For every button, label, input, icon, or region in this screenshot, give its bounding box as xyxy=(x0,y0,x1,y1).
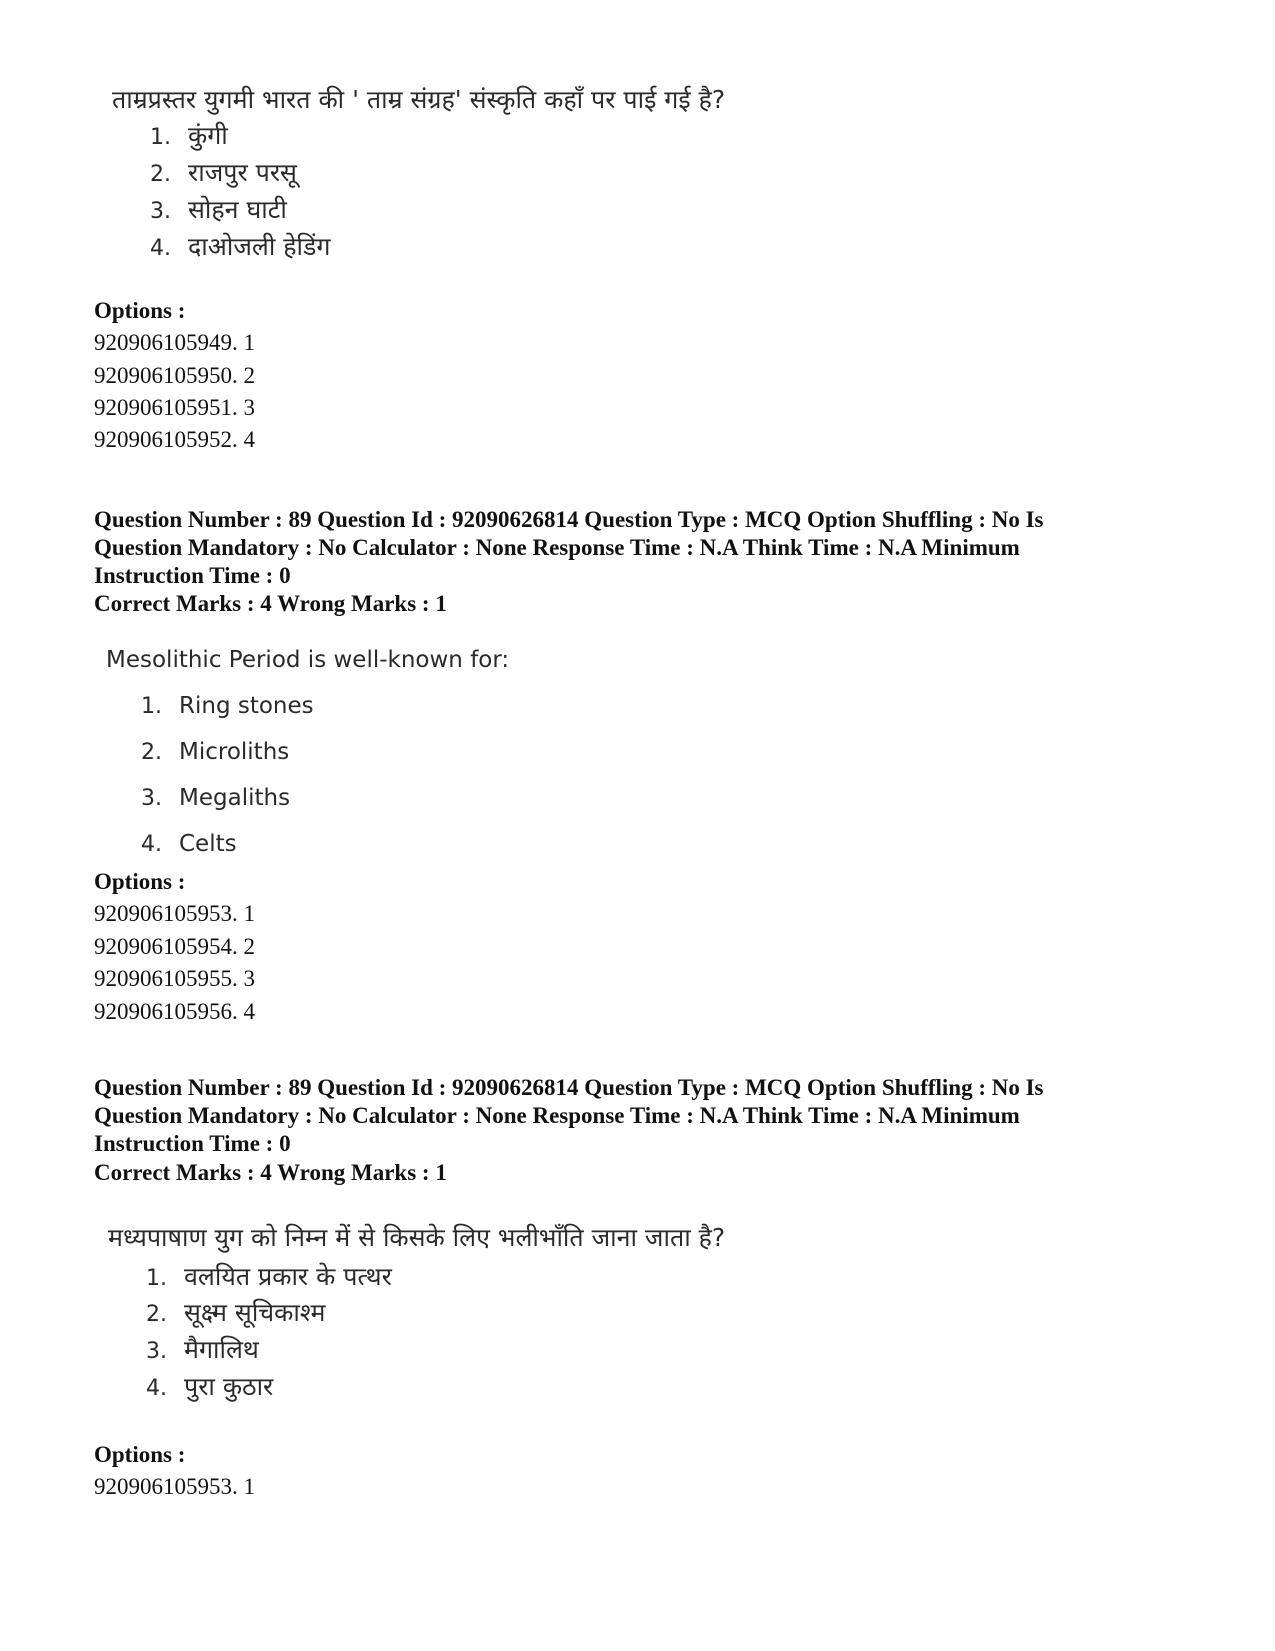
option-id: 920906105955. 3 xyxy=(94,966,255,991)
choice-text: मैगालिथ xyxy=(184,1335,259,1364)
choice-text: कुंगी xyxy=(188,121,228,150)
choice-number: 3. xyxy=(150,199,171,224)
question-2-marks: Correct Marks : 4 Wrong Marks : 1 xyxy=(94,591,447,616)
choice-number: 4. xyxy=(141,832,162,857)
option-id: 920906105953. 1 xyxy=(94,1474,255,1499)
option-id: 920906105951. 3 xyxy=(94,395,255,420)
meta-line: Question Number : 89 Question Id : 92090626814 Question Type : MCQ Option Shuffling : No Is xyxy=(94,1075,1044,1100)
meta-line: Instruction Time : 0 xyxy=(94,563,291,588)
question-3-marks: Correct Marks : 4 Wrong Marks : 1 xyxy=(94,1160,447,1185)
choice-text: सूक्ष्म सूचिकाश्म xyxy=(184,1298,326,1327)
choice-text: दाओजली हेडिंग xyxy=(188,232,331,261)
choice-text: सोहन घाटी xyxy=(188,195,287,224)
question-1-choice-3 xyxy=(150,192,287,226)
question-2-choice-4 xyxy=(141,831,237,857)
option-id: 920906105949. 1 xyxy=(94,330,255,355)
meta-line: Question Number : 89 Question Id : 92090626814 Question Type : MCQ Option Shuffling : No Is xyxy=(94,507,1044,532)
question-2-stem: Mesolithic Period is well-known for: xyxy=(106,647,510,673)
choice-text: राजपुर परसू xyxy=(188,158,297,187)
choice-number: 1. xyxy=(150,125,171,150)
question-3-stem: मध्यपाषाण युग को निम्न में से किसके लिए भलीभाँति जाना जाता है? xyxy=(108,1223,726,1252)
option-id: 920906105952. 4 xyxy=(94,427,255,452)
choice-number: 2. xyxy=(146,1302,167,1327)
meta-line: Question Mandatory : No Calculator : None Response Time : N.A Think Time : N.A Minimum xyxy=(94,1103,1020,1128)
choice-number: 3. xyxy=(146,1339,167,1364)
choice-text: Ring stones xyxy=(179,693,314,719)
option-id: 920906105950. 2 xyxy=(94,363,255,388)
options-label: Options : xyxy=(94,298,186,323)
question-3-choice-1 xyxy=(146,1259,392,1293)
question-3-choice-3 xyxy=(146,1332,259,1366)
options-label: Options : xyxy=(94,1442,186,1467)
question-1-choice-1 xyxy=(150,118,228,152)
choice-number: 2. xyxy=(150,162,171,187)
question-1-stem: ताम्रप्रस्तर युगमी भारत की ' ताम्र संग्रह' संस्कृति कहाँ पर पाई गई है? xyxy=(112,85,726,114)
question-3-choice-4 xyxy=(146,1369,273,1403)
choice-number: 4. xyxy=(150,236,171,261)
meta-line: Question Mandatory : No Calculator : None Response Time : N.A Think Time : N.A Minimum xyxy=(94,535,1020,560)
choice-number: 3. xyxy=(141,786,162,811)
question-2-choice-3 xyxy=(141,785,290,811)
question-2-choice-1 xyxy=(141,693,314,719)
question-3-choice-2 xyxy=(146,1295,325,1329)
meta-line: Instruction Time : 0 xyxy=(94,1131,291,1156)
choice-text: वलयित प्रकार के पत्थर xyxy=(184,1262,392,1291)
question-3-meta xyxy=(94,1074,1194,1158)
choice-number: 1. xyxy=(141,694,162,719)
question-1-choice-4 xyxy=(150,229,330,263)
question-1-choice-2 xyxy=(150,155,297,189)
choice-number: 1. xyxy=(146,1266,167,1291)
choice-text: पुरा कुठार xyxy=(184,1372,274,1401)
options-label: Options : xyxy=(94,869,186,894)
choice-number: 2. xyxy=(141,740,162,765)
choice-text: Celts xyxy=(179,831,237,857)
choice-text: Microliths xyxy=(179,739,290,765)
choice-text: Megaliths xyxy=(179,785,291,811)
option-id: 920906105954. 2 xyxy=(94,934,255,959)
question-2-choice-2 xyxy=(141,739,289,765)
option-id: 920906105953. 1 xyxy=(94,901,255,926)
option-id: 920906105956. 4 xyxy=(94,999,255,1024)
choice-number: 4. xyxy=(146,1376,167,1401)
question-2-meta xyxy=(94,506,1194,590)
